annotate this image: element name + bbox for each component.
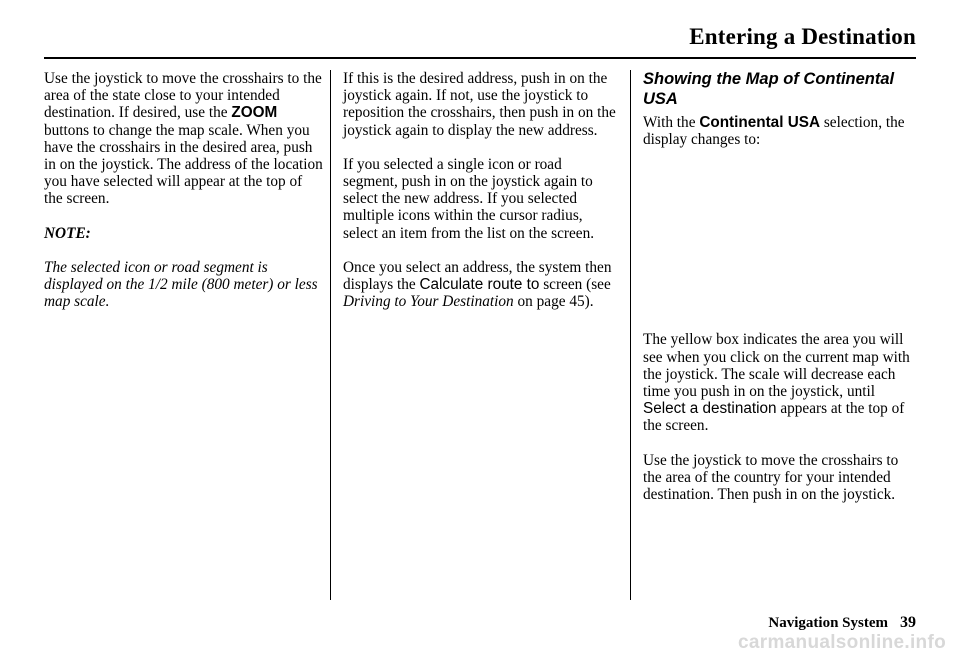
section-heading: Showing the Map of Continental USA: [643, 70, 895, 108]
header-rule: [44, 57, 916, 59]
map-image-placeholder: [643, 165, 918, 331]
page-title: Entering a Destination: [689, 24, 916, 49]
column-1: [44, 70, 324, 327]
text: screen (see: [539, 276, 611, 294]
text: With the: [643, 114, 700, 131]
select-destination-label: Select a destination: [643, 400, 777, 418]
footer-label: Navigation System: [768, 615, 888, 631]
continental-usa-label: Continental USA: [699, 114, 820, 131]
paragraph-move-crosshairs: Use the joystick to move the crosshairs to the area of the country for your intended destination. Then push in on the joystick.: [643, 451, 899, 504]
text: buttons to change the map scale. When you have the crosshairs in the desired area, push in on the joystick. The address of the location you have selected will appear at the top of the screen.: [44, 121, 323, 208]
column-3: [643, 70, 918, 520]
text: selection, the display changes to:: [643, 114, 905, 149]
text: appears at the top of the screen.: [643, 400, 905, 435]
text: Once you select an address, the system then displays the: [343, 258, 612, 294]
note-label: NOTE:: [44, 224, 91, 242]
text: Use the joystick to move the crosshairs to the area of the state close to your intended destination. If desired, use the: [44, 70, 322, 122]
cross-reference: Driving to Your Destination: [343, 293, 514, 311]
zoom-button-label: ZOOM: [231, 104, 278, 122]
note-text: The selected icon or road segment is displayed on the 1/2 mile (800 meter) or less map scale.: [44, 258, 318, 311]
column-divider: [330, 70, 331, 600]
paragraph-continental-usa: [643, 114, 918, 148]
paragraph-calculate-route: [343, 259, 620, 311]
column-2: [343, 70, 620, 327]
text: The yellow box indicates the area you will see when you click on the current map with the joystick. The scale will decrease each time you push in on the joystick, until: [643, 331, 910, 401]
paragraph-select-icon: If you selected a single icon or road segment, push in on the joystick again to select the new address. If you selected multiple icons within the cursor radius, select an item from the list on the screen.: [343, 155, 595, 242]
watermark: carmanualsonline.info: [738, 632, 946, 653]
paragraph-yellow-box: [643, 331, 918, 434]
calculate-route-screen-label: Calculate route to: [419, 276, 540, 294]
paragraph-zoom-instructions: [44, 70, 324, 208]
column-divider: [630, 70, 631, 600]
text: on page 45).: [513, 293, 594, 311]
paragraph-confirm-address: If this is the desired address, push in on the joystick again. If not, use the joystick to reposition the crosshairs, then push in on the joystick again to display the new address.: [343, 70, 616, 139]
page-number: 39: [900, 614, 916, 631]
page-footer: [768, 614, 916, 632]
